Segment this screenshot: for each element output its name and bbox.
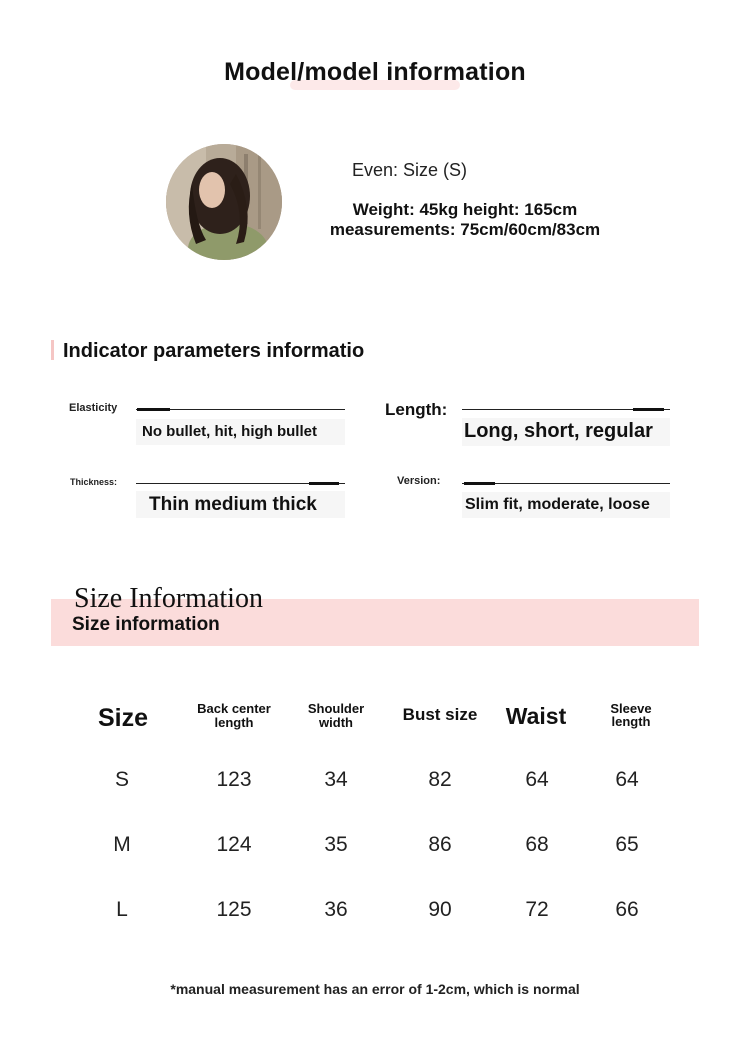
measurement-footnote: *manual measurement has an error of 1-2cm, which is normal — [170, 981, 580, 997]
header-shoulder-width: Shoulder width — [307, 701, 365, 730]
model-weight-height: Weight: 45kg height: 165cm — [352, 200, 578, 219]
header-waist: Waist — [505, 703, 567, 729]
indicator-section-title: Indicator parameters informatio — [63, 340, 365, 362]
table-cell: 72 — [525, 898, 549, 921]
table-cell: 68 — [525, 833, 549, 856]
thickness-label: Thickness: — [70, 477, 118, 487]
length-marker — [633, 408, 664, 411]
model-body-measurements: measurements: 75cm/60cm/83cm — [329, 220, 601, 239]
version-marker — [464, 482, 495, 485]
table-cell: 65 — [615, 833, 639, 856]
length-options: Long, short, regular — [464, 420, 653, 442]
elasticity-marker — [137, 408, 170, 411]
table-cell: 34 — [324, 768, 348, 791]
section-accent-bar — [51, 340, 54, 360]
table-cell: 123 — [216, 768, 252, 791]
table-cell: 86 — [428, 833, 452, 856]
table-cell: 64 — [615, 768, 639, 791]
size-section-title: Size information — [72, 614, 220, 635]
table-cell: L — [116, 898, 128, 921]
header-sleeve-length: Sleeve length — [610, 701, 652, 729]
model-size: Even: Size (S) — [352, 160, 468, 180]
table-cell: 66 — [615, 898, 639, 921]
page-title: Model/model information — [224, 58, 526, 86]
table-cell: 82 — [428, 768, 452, 791]
table-cell: 125 — [216, 898, 252, 921]
table-cell: 36 — [324, 898, 348, 921]
model-measurements — [300, 200, 630, 240]
length-label: Length: — [385, 400, 448, 419]
table-cell: 124 — [216, 833, 252, 856]
table-cell: 64 — [525, 768, 549, 791]
thickness-options: Thin medium thick — [149, 494, 317, 515]
elasticity-label: Elasticity — [69, 402, 118, 414]
table-cell: 90 — [428, 898, 452, 921]
table-cell: M — [113, 833, 131, 856]
version-label: Version: — [397, 475, 441, 487]
header-bust-size: Bust size — [402, 705, 478, 724]
header-back-center-length: Back center length — [197, 701, 271, 730]
table-cell: 35 — [324, 833, 348, 856]
table-cell: S — [114, 768, 129, 791]
header-size: Size — [97, 704, 149, 732]
version-options: Slim fit, moderate, loose — [465, 496, 650, 513]
thickness-marker — [309, 482, 339, 485]
elasticity-options: No bullet, hit, high bullet — [142, 423, 317, 440]
model-avatar — [166, 144, 282, 260]
size-section-serif-title: Size Information — [74, 583, 263, 614]
